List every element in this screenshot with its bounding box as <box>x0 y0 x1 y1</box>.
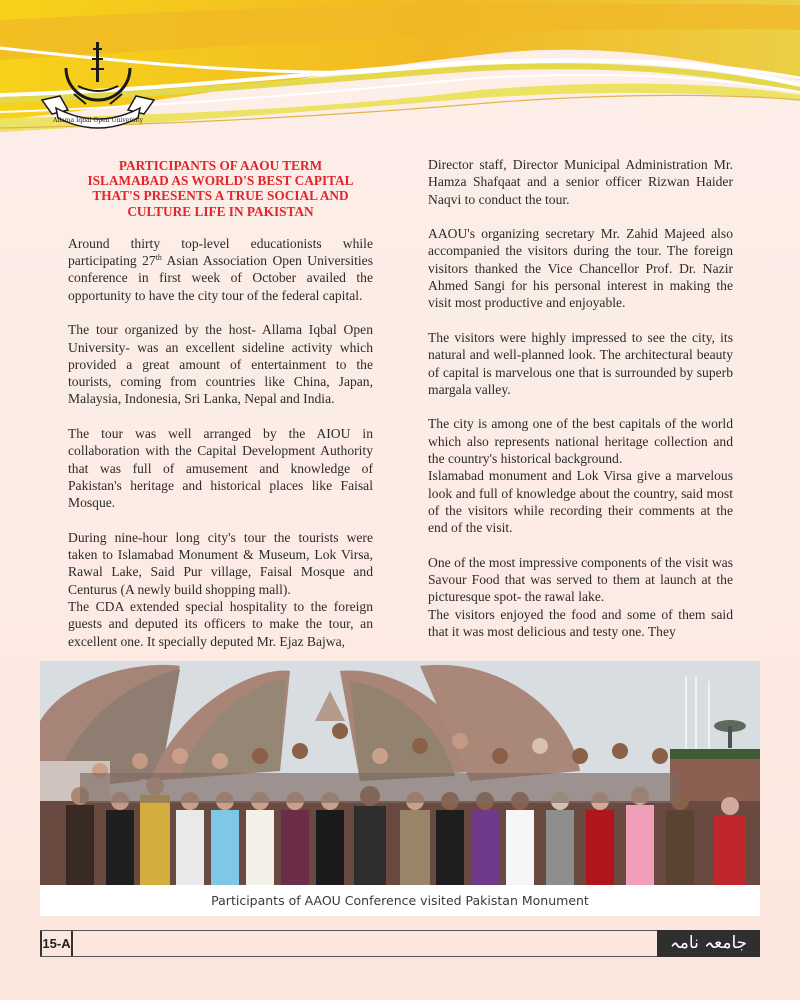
page-footer <box>40 930 760 957</box>
monument-scene-image <box>40 661 760 885</box>
group-photo <box>40 661 760 885</box>
headline-line: ISLAMABAD AS WORLD'S BEST CAPITAL <box>87 173 354 189</box>
svg-text:Allama Iqbal Open University: Allama Iqbal Open University <box>53 117 143 124</box>
paragraph: The CDA extended special hospitality to the foreign guests and deputed its officers to make the tour, an excellent one. It specially deputed Mr. Ejaz Bajwa, <box>68 599 373 649</box>
headline-line: PARTICIPANTS OF AAOU TERM <box>118 158 323 173</box>
headline-line: THAT'S PRESENTS A TRUE SOCIAL AND <box>92 188 349 204</box>
paragraph: One of the most impressive components of the visit was Savour Food that was served to them at launch at the picturesque spot- the rawal lake. <box>428 554 733 605</box>
paragraph: The tour was well arranged by the AIOU in collaboration with the Capital Development Authority that was full of amusement and knowledge of Pakistan's heritage and historical places like Faisal Mosque. <box>68 426 373 511</box>
headline-line: CULTURE LIFE IN PAKISTAN <box>127 203 314 219</box>
paragraph: Islamabad monument and Lok Virsa give a marvelous look and full of knowledge about the country, said most of the visitors while recording their comments at the end of the visit. <box>428 468 733 536</box>
paragraph: The visitors were highly impressed to see the city, its natural and well-planned look. The architectural beauty of capital is marvelous one that is surrounded by superb margala valley. <box>428 329 733 397</box>
photo-caption: Participants of AAOU Conference visited Pakistan Monument <box>40 885 760 916</box>
university-logo <box>38 38 158 133</box>
paragraph: Around thirty top-level educationists while participating 27th Asian Association Open Universities conference in first week of October availed the opportunity to have the city tour of the federal capital. <box>68 235 373 303</box>
paragraph: The city is among one of the best capitals of the world which also represents national heritage collection and the country's historical background. <box>428 416 733 467</box>
paragraph: The tour organized by the host- Allama Iqbal Open University- was an excellent sideline activity which provided a great amount of entertainment to the tourists, coming from countries like China, Japan, Malaysia, Indonesia, Sri Lanka, Nepal and India. <box>68 322 373 407</box>
article-headline <box>68 158 373 219</box>
masthead-logo: جامعہ نامہ <box>657 930 760 957</box>
article-right-column <box>428 156 733 658</box>
crescent-emblem-icon <box>38 38 158 133</box>
page-number: 15-A <box>40 931 73 956</box>
paragraph: During nine-hour long city's tour the tourists were taken to Islamabad Monument & Museum, Lok Virsa, Rawal Lake, Said Pur village, Faisal Mosque and Centurus (A newly build shopping mall). <box>68 529 373 597</box>
header-banner <box>0 0 800 150</box>
paragraph: Director staff, Director Municipal Administration Mr. Hamza Shafqaat and a senior officer Rizwan Haider Naqvi to conduct the tour. <box>428 157 733 207</box>
paragraph: AAOU's organizing secretary Mr. Zahid Majeed also accompanied the visitors during the tour. The foreign visitors thanked the Vice Chancellor Prof. Dr. Nazir Ahmed Sangi for his personal interest in making the visit most productive and enjoyable. <box>428 226 733 311</box>
article-left-column <box>68 152 373 667</box>
paragraph: The visitors enjoyed the food and some of them said that it was most delicious and testy one. They <box>428 606 733 640</box>
